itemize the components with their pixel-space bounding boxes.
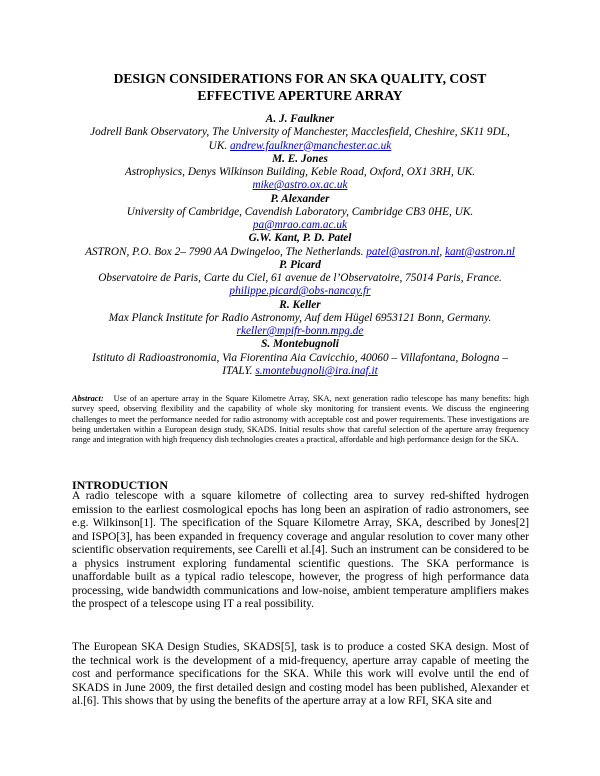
email-link[interactable]: patel@astron.nl	[366, 245, 440, 258]
author-name: R. Keller	[279, 298, 321, 311]
abstract-label: Abstract:	[72, 394, 104, 403]
email-link[interactable]: rkeller@mpifr-bonn.mpg.de	[236, 325, 364, 337]
author-name: A. J. Faulkner	[265, 113, 335, 125]
abstract-text: Use of an aperture array in the Square Kilometre Array, SKA, next generation radio telescope has many benefits: high survey speed, observing flexibility and the capability of whole sky monitoring for transient events. We discuss the engineering challenges to meet the performance needed for radio astronomy with acceptable cost and power requirements. These investigations are being undertaken within a European design study, SKADS. Initial results show that careful selection of the aperture array frequency range and integration with high frequency dish technologies creates a practical, affordable and high performance design for the SKA.	[72, 394, 529, 444]
author-email-line	[60, 179, 540, 192]
email-link[interactable]: kant@astron.nl	[444, 245, 515, 258]
email-link[interactable]: andrew.faulkner@manchester.ac.uk	[230, 139, 392, 152]
author-email-line	[60, 285, 540, 298]
author-name: P. Alexander	[270, 192, 330, 205]
author-affiliation: Astrophysics, Denys Wilkinson Building, Keble Road, Oxford, OX1 3RH, UK.	[124, 166, 476, 178]
author-affiliation: Observatoire de Paris, Carte du Ciel, 61 avenue de l’Observatoire, 75014 Paris, France.	[98, 272, 502, 284]
email-link[interactable]: s.montebugnoli@ira.inaf.it	[255, 364, 378, 377]
abstract	[72, 394, 529, 445]
author-affiliation: University of Cambridge, Cavendish Laboratory, Cambridge CB3 0HE, UK.	[126, 205, 474, 218]
author-name: S. Montebugnoli	[261, 338, 339, 351]
title-line-2: EFFECTIVE APERTURE ARRAY	[197, 87, 403, 103]
author-name: P. Picard	[279, 258, 321, 271]
author-affiliation-tail: UK. andrew.faulkner@manchester.ac.uk	[208, 139, 392, 152]
paper-title	[70, 71, 530, 104]
intro-paragraph-1: A radio telescope with a square kilometre of collecting area to survey red-shifted hydrogen emission to the earliest cosmological epochs has long been an aspiration of radio astronomers, see e.g. Wilkinson[1]. The specification of the Square Kilometre Array, SKA, described by Jones[2] and ISPO[3], has been expanded in frequency coverage and angular resolution to cover many other scientific observation requirements, see Carelli et al.[4]. Such an instrument can be considered to be a physics instrument exploring fundamental scientific questions. The SKA performance is unaffordable built as a typical radio telescope, however, the progress of high performance data processing, wide bandwidth communications and low-noise, ambient temperature amplifiers makes the prospect of a telescope using IT a real possibility.	[72, 490, 529, 611]
author-email-line	[60, 219, 540, 232]
author-name: G.W. Kant, P. D. Patel	[248, 232, 352, 245]
intro-paragraph-2: The European SKA Design Studies, SKADS[5], task is to produce a costed SKA design. Most of the technical work is the development of a mid-frequency, aperture array capable of meeting the cost and performance specifications for the SKA. While this work will evolve until the end of SKADS in June 2009, the first detailed design and costing model has been published, Alexander et al.[6]. This shows that by using the benefits of the aperture array at a low RFI, SKA site and	[72, 641, 529, 708]
author-affiliation: ASTRON, P.O. Box 2– 7990 AA Dwingeloo, The Netherlands. patel@astron.nl, kant@astron.nl	[85, 245, 515, 258]
title-line-1: DESIGN CONSIDERATIONS FOR AN SKA QUALITY, COST	[113, 71, 487, 86]
author-affiliation-tail: ITALY. s.montebugnoli@ira.inaf.it	[222, 364, 378, 377]
email-link[interactable]: mike@astro.ox.ac.uk	[252, 179, 348, 192]
author-email-line	[60, 325, 540, 338]
author-affiliation: Jodrell Bank Observatory, The University of Manchester, Macclesfield, Cheshire, SK11 9DL,	[90, 126, 510, 139]
author-list	[60, 113, 540, 378]
email-link[interactable]: pa@mrao.cam.ac.uk	[252, 219, 348, 231]
section-heading: INTRODUCTION	[72, 478, 169, 492]
email-link[interactable]: philippe.picard@obs-nancay.fr	[229, 285, 371, 298]
author-affiliation: Istituto di Radioastronomia, Via Fiorentina Aia Cavicchio, 40060 – Villafontana, Bologna –	[92, 351, 508, 364]
author-affiliation: Max Planck Institute for Radio Astronomy, Auf dem Hügel 6953121 Bonn, Germany.	[108, 311, 492, 324]
author-name: M. E. Jones	[272, 152, 328, 165]
